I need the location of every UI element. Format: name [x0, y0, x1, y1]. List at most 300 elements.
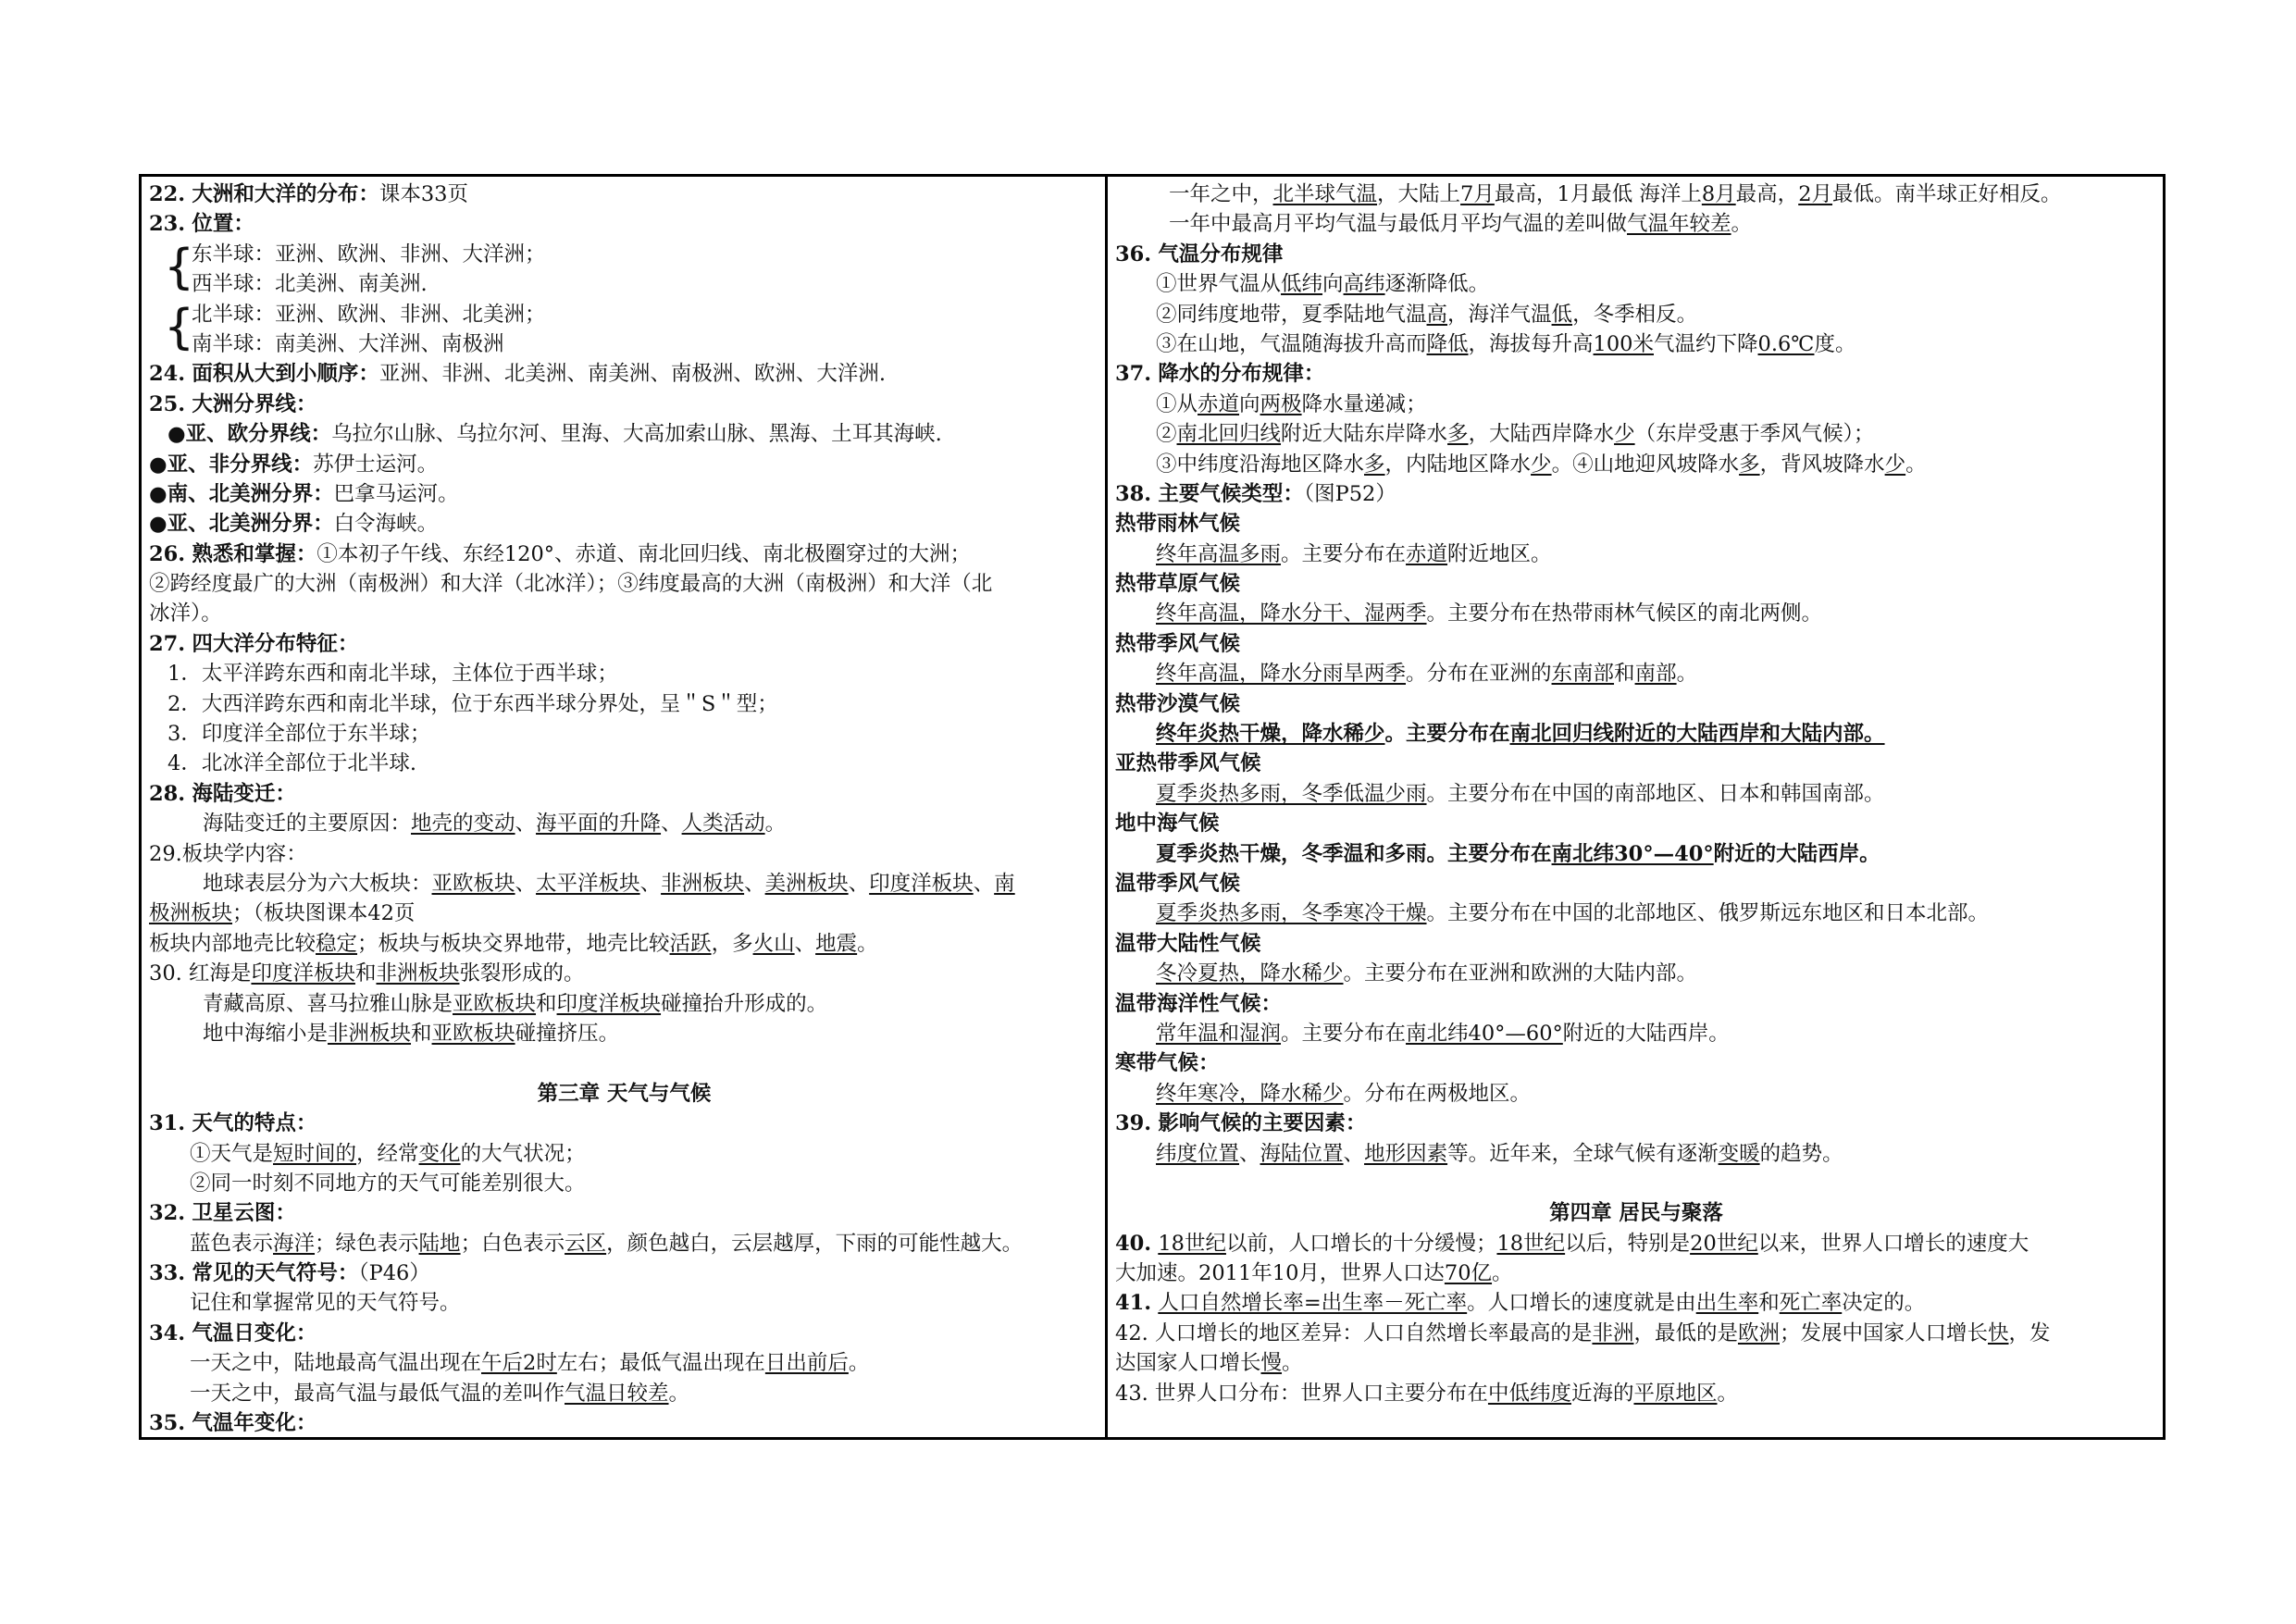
- climate-name: 温带季风气候: [1115, 871, 1241, 896]
- item-number: 28.: [149, 781, 186, 806]
- answer: 陆地: [418, 1231, 461, 1256]
- item-title: ●南、北美洲分界：: [149, 481, 334, 506]
- item-text: （图P52）: [1303, 481, 1396, 506]
- right-column: [1108, 177, 2163, 1437]
- item-text: 乌拉尔山脉、乌拉尔河、里海、大高加索山脉、黑海、土耳其海峡.: [331, 422, 942, 447]
- item-36: [1115, 240, 2157, 269]
- answer: 日出前后: [764, 1351, 849, 1376]
- answer: 2月: [1798, 182, 1833, 206]
- text: 。: [1676, 662, 1698, 687]
- chapter-3-heading: 第三章 天气与气候: [537, 1081, 712, 1106]
- answer: 100米: [1593, 331, 1654, 356]
- item-26: [149, 539, 1099, 569]
- answer: 南部: [1634, 662, 1677, 687]
- item-number: 26.: [149, 541, 186, 566]
- item-28: [149, 779, 1099, 809]
- answer: 冬冷夏热，降水稀少: [1156, 961, 1344, 986]
- item-42: [1115, 1319, 2157, 1348]
- item-22: [149, 180, 1099, 209]
- text: 、: [973, 871, 995, 896]
- answer: 两极: [1260, 391, 1302, 416]
- text: 达国家人口增长: [1115, 1351, 1261, 1376]
- answer: 南: [994, 871, 1015, 896]
- item-number: 33.: [149, 1261, 186, 1286]
- item-title: 熟悉和掌握：: [192, 541, 317, 566]
- answer: 活跃: [669, 931, 712, 956]
- answer: 极洲板块: [149, 901, 233, 926]
- text: 43. 世界人口分布：世界人口主要分布在: [1115, 1381, 1488, 1406]
- answer: 终年高温，降水分雨旱两季: [1156, 662, 1407, 687]
- item-title: 天气的特点：: [192, 1111, 317, 1136]
- item-title: 位置：: [192, 212, 254, 237]
- answer: 中低纬度: [1487, 1381, 1571, 1406]
- item-title: 卫星云图：: [192, 1201, 296, 1226]
- answer: 高: [1426, 302, 1448, 327]
- item-29: [149, 839, 1099, 869]
- climate-desc: [1115, 779, 2157, 809]
- climate-desc: [1115, 959, 2157, 988]
- brace-icon: {: [164, 299, 195, 355]
- answer: 印度洋板块: [556, 991, 662, 1016]
- text: 、: [794, 931, 816, 956]
- boundary-americas: [149, 479, 1099, 509]
- climate-name: 热带草原气候: [1115, 572, 1241, 597]
- item-25: [149, 390, 1099, 419]
- text: ①世界气温从: [1156, 272, 1282, 297]
- climate-name: 热带季风气候: [1115, 631, 1241, 656]
- answer: 终年炎热干燥，降水稀少: [1156, 722, 1385, 747]
- text-line: 北半球：亚洲、欧洲、非洲、北美洲；: [192, 302, 546, 327]
- climate-name: 亚热带季风气候: [1115, 751, 1261, 776]
- text: ，经常: [356, 1141, 419, 1166]
- item-text: 苏伊士运河。: [313, 452, 439, 477]
- text-line: [1115, 1139, 2157, 1169]
- answer: 20世纪: [1690, 1231, 1758, 1256]
- boundary-asia-europe: [149, 419, 1099, 449]
- climate-desc: [1115, 899, 2157, 928]
- text: 。: [1905, 452, 1927, 477]
- text: 近海的: [1570, 1381, 1634, 1406]
- text: 。: [857, 931, 878, 956]
- item-title: 气温日变化：: [192, 1320, 317, 1345]
- text: 。: [848, 1351, 870, 1376]
- text: 。主要分布在: [1281, 541, 1407, 566]
- answer: 南北纬40°—60°: [1406, 1021, 1563, 1046]
- text-line: [1115, 1348, 2157, 1378]
- answer: 非洲板块: [328, 1021, 412, 1046]
- text: 、: [515, 812, 537, 837]
- answer: 海洋: [273, 1231, 316, 1256]
- text: 板块内部地壳比较: [149, 931, 316, 956]
- climate-desc: [1115, 539, 2157, 569]
- answer: 少: [1614, 422, 1635, 447]
- text: ，多: [711, 931, 753, 956]
- climate-name: 地中海气候: [1115, 812, 1220, 837]
- item-title: 降水的分布规律：: [1158, 362, 1325, 387]
- item-number: 34.: [149, 1320, 186, 1345]
- boundary-asia-africa: [149, 450, 1099, 479]
- text: 30. 红海是: [149, 961, 252, 986]
- text-line: 记住和掌握常见的天气符号。: [190, 1291, 461, 1316]
- item-text: 白令海峡。: [333, 512, 439, 537]
- text: 最高，1月最低 海洋上: [1494, 182, 1702, 206]
- text: 一年之中，: [1169, 182, 1273, 206]
- text-line: 4．北冰洋全部位于北半球.: [168, 751, 416, 776]
- text: 决定的。: [1842, 1291, 1926, 1316]
- text: ③中纬度沿海地区降水: [1156, 452, 1365, 477]
- text: 地球表层分为六大板块：: [203, 871, 432, 896]
- climate-desc: [1115, 839, 2157, 869]
- text: 气温约下降: [1654, 331, 1758, 356]
- text: ①从: [1156, 391, 1198, 416]
- text: 地中海缩小是: [203, 1021, 329, 1046]
- text: 一天之中，陆地最高气温出现在: [190, 1351, 482, 1376]
- brace-icon: {: [164, 239, 195, 295]
- climate-name: 温带海洋性气候：: [1115, 991, 1283, 1016]
- text: ，最低的是: [1633, 1320, 1738, 1345]
- text: ，大陆西岸降水: [1468, 422, 1615, 447]
- text: 逐渐降低。: [1384, 272, 1490, 297]
- answer: 纬度位置: [1156, 1141, 1240, 1166]
- item-32: [149, 1198, 1099, 1228]
- item-38: [1115, 479, 2157, 509]
- item-31: [149, 1109, 1099, 1138]
- item-41: [1115, 1288, 2157, 1318]
- answer: 气温日较差: [565, 1381, 669, 1406]
- item-title: 大洲分界线：: [192, 391, 317, 416]
- item-34: [149, 1319, 1099, 1348]
- text-line: [1115, 1258, 2157, 1288]
- text: 蓝色表示: [190, 1231, 274, 1256]
- climate-name: 热带沙漠气候: [1115, 691, 1241, 716]
- answer: 18世纪: [1496, 1231, 1566, 1256]
- text: 。人口增长的速度就是由: [1467, 1291, 1696, 1316]
- answer: 印度洋板块: [251, 961, 355, 986]
- text: 。主要分布在亚洲和欧洲的大陆内部。: [1343, 961, 1698, 986]
- text: 。分布在亚洲的: [1406, 662, 1552, 687]
- answer: 18世纪: [1158, 1231, 1226, 1256]
- answer: 美洲板块: [764, 871, 849, 896]
- text-line: [149, 809, 1099, 838]
- item-title: 四大洋分布特征：: [192, 631, 359, 656]
- item-33: [149, 1258, 1099, 1288]
- text: 一天之中，最高气温与最低气温的差叫作: [190, 1381, 565, 1406]
- item-24: [149, 359, 1099, 389]
- text: ，海拔每升高: [1468, 331, 1594, 356]
- answer: 非洲: [1592, 1320, 1634, 1345]
- answer: 慢: [1260, 1351, 1283, 1376]
- text: 张裂形成的。: [459, 961, 585, 986]
- answer: 地震: [815, 931, 858, 956]
- answer: 南北回归线附近的大陆西岸和大陆内部。: [1509, 722, 1885, 747]
- text: ，颜色越白，云层越厚，下雨的可能性越大。: [606, 1231, 1024, 1256]
- item-text: 巴拿马运河。: [333, 481, 459, 506]
- item-text: 亚洲、非洲、北美洲、南美洲、南极洲、欧洲、大洋洲.: [379, 362, 886, 387]
- answer: 常年温和湿润: [1156, 1021, 1282, 1046]
- text: ；白色表示: [460, 1231, 565, 1256]
- answer: 多: [1364, 452, 1385, 477]
- item-number: 40.: [1115, 1231, 1152, 1256]
- answer: 印度洋板块: [869, 871, 974, 896]
- answer: 稳定: [316, 931, 358, 956]
- answer: 海陆位置: [1260, 1141, 1344, 1166]
- text-line: 2．大西洋跨东西和南北半球，位于东西半球分界处，呈＂S＂型；: [168, 691, 778, 716]
- item-title: ●亚、北美洲分界：: [149, 512, 334, 537]
- item-35: [149, 1408, 1099, 1437]
- answer: 云区: [565, 1231, 607, 1256]
- spacer: [149, 1048, 1099, 1078]
- text: ；发展中国家人口增长: [1779, 1320, 1988, 1345]
- item-27: [149, 629, 1099, 659]
- text: 以来，世界人口增长的速度大: [1757, 1231, 2029, 1256]
- text: 、: [661, 812, 682, 837]
- text: 海陆变迁的主要原因：: [203, 812, 412, 837]
- text: 度。: [1814, 331, 1856, 356]
- answer: 终年寒冷，降水稀少: [1156, 1081, 1344, 1106]
- item-title: ●亚、欧分界线：: [168, 422, 332, 447]
- text-line: [1115, 419, 2157, 449]
- item-number: 36.: [1115, 242, 1152, 267]
- text: ；板块与板块交界地带，地壳比较: [357, 931, 670, 956]
- text: 。: [1492, 1261, 1513, 1286]
- text: 最低。南半球正好相反。: [1832, 182, 2062, 206]
- text: 和: [354, 961, 377, 986]
- text-line: [149, 869, 1099, 899]
- text: 。: [1282, 1351, 1303, 1376]
- answer: 南北纬30°—40°: [1551, 841, 1714, 866]
- text-line: ②跨经度最广的大洲（南极洲）和大洋（北冰洋）；③纬度最高的大洲（南极洲）和大洋（北: [149, 572, 993, 597]
- item-number: 41.: [1115, 1291, 1152, 1316]
- chapter-4-heading: 第四章 居民与聚落: [1549, 1201, 1723, 1226]
- answer: 低: [1551, 302, 1573, 327]
- text: ②: [1156, 422, 1177, 447]
- answer: 变化: [418, 1141, 461, 1166]
- text: 。主要分布在中国的北部地区、俄罗斯远东地区和日本北部。: [1426, 901, 1990, 926]
- item-title: 气温年变化：: [192, 1411, 317, 1436]
- text-line: [1115, 329, 2157, 359]
- text: 、: [515, 871, 537, 896]
- item-title: 板块学内容：: [181, 841, 307, 866]
- answer: 平原地区: [1633, 1381, 1718, 1406]
- answer: 死亡率: [1779, 1291, 1843, 1316]
- answer: 赤道: [1406, 541, 1448, 566]
- text: 一年中最高月平均气温与最低月平均气温的差叫做: [1169, 212, 1628, 237]
- answer: 8月: [1701, 182, 1736, 206]
- text-line: 冰洋）。: [149, 601, 222, 626]
- climate-name: 温带大陆性气候: [1115, 931, 1261, 956]
- text: 左右；最低气温出现在: [556, 1351, 765, 1376]
- text: 、: [744, 871, 765, 896]
- text: 最高，: [1735, 182, 1799, 206]
- hemisphere-north-south: [149, 300, 1099, 360]
- text: 向: [1239, 391, 1260, 416]
- answer: 7月: [1460, 182, 1495, 206]
- text: 夏季炎热干燥，冬季温和多雨: [1156, 841, 1427, 866]
- text: 。: [1731, 212, 1753, 237]
- text: 大加速。2011年10月，世界人口达: [1115, 1261, 1445, 1286]
- item-number: 32.: [149, 1201, 186, 1226]
- text: 。④山地迎风坡降水: [1551, 452, 1740, 477]
- answer: 太平洋板块: [536, 871, 640, 896]
- text-line: [149, 1229, 1099, 1258]
- text: 。主要分布在: [1426, 841, 1552, 866]
- text: 以前，人口增长的十分缓慢；: [1225, 1231, 1497, 1256]
- text: （东岸受惠于季风气候）；: [1634, 422, 1875, 447]
- text-line: [1115, 180, 2157, 209]
- answer: 非洲板块: [661, 871, 745, 896]
- item-title: 海陆变迁：: [192, 781, 296, 806]
- item-number: 27.: [149, 631, 186, 656]
- text-line: 1．太平洋跨东西和南北半球，主体位于西半球；: [168, 662, 618, 687]
- item-title: 大洲和大洋的分布：: [192, 182, 379, 206]
- item-number: 24.: [149, 362, 186, 387]
- item-23: [149, 209, 1099, 239]
- answer: 终年高温，降水分干、湿两季: [1156, 601, 1427, 626]
- item-number: 38.: [1115, 481, 1152, 506]
- text: 和: [536, 991, 557, 1016]
- answer: 少: [1531, 452, 1552, 477]
- climate-name: 热带雨林气候: [1115, 512, 1241, 537]
- text: ，冬季相反。: [1572, 302, 1698, 327]
- text: 碰撞抬升形成的。: [661, 991, 828, 1016]
- text: 以后，特别是: [1565, 1231, 1691, 1256]
- text: 、: [1239, 1141, 1260, 1166]
- left-column: [142, 177, 1108, 1437]
- text: 青藏高原、喜马拉雅山脉是: [203, 991, 453, 1016]
- text-line: [1115, 209, 2157, 239]
- text: 。: [1717, 1381, 1738, 1406]
- answer: 终年高温多雨: [1156, 541, 1282, 566]
- answer: 多: [1739, 452, 1760, 477]
- text: ①天气是: [190, 1141, 274, 1166]
- text-line: [149, 1379, 1099, 1408]
- text: 附近地区。: [1447, 541, 1552, 566]
- item-30: [149, 959, 1099, 988]
- text: 。主要分布在: [1281, 1021, 1407, 1046]
- text-line: [149, 1139, 1099, 1169]
- answer: 亚欧板块: [453, 991, 537, 1016]
- answer: 地形因素: [1364, 1141, 1448, 1166]
- answer: 少: [1884, 452, 1906, 477]
- text: 。主要分布在热带雨林气候区的南北两侧。: [1426, 601, 1823, 626]
- item-37: [1115, 359, 2157, 389]
- answer: 低纬: [1281, 272, 1323, 297]
- text: 的趋势。: [1759, 1141, 1843, 1166]
- text: 。主要分布在中国的南部地区、日本和韩国南部。: [1426, 781, 1885, 806]
- answer: 赤道: [1198, 391, 1240, 416]
- text: 42. 人口增长的地区差异：人口自然增长率最高的是: [1115, 1320, 1593, 1345]
- item-title: 气温分布规律: [1158, 242, 1284, 267]
- item-number: 23.: [149, 212, 186, 237]
- climate-desc: [1115, 1019, 2157, 1048]
- text: 附近大陆东岸降水: [1281, 422, 1448, 447]
- climate-desc: [1115, 1079, 2157, 1109]
- answer: 夏季炎热多雨，冬季低温少雨: [1156, 781, 1427, 806]
- answer: 高纬: [1343, 272, 1385, 297]
- answer: 短时间的: [273, 1141, 357, 1166]
- item-43: [1115, 1379, 2157, 1408]
- item-title: 影响气候的主要因素：: [1158, 1111, 1367, 1136]
- text-line: [1115, 390, 2157, 419]
- text: 和: [411, 1021, 432, 1046]
- text-line: [1115, 269, 2157, 299]
- hemisphere-east-west: [149, 240, 1099, 300]
- text: 、: [1343, 1141, 1365, 1166]
- text-line: [149, 1348, 1099, 1378]
- climate-desc: [1115, 599, 2157, 628]
- item-title: 常见的天气符号：: [192, 1261, 359, 1286]
- item-number: 37.: [1115, 362, 1152, 387]
- item-number: 39.: [1115, 1111, 1152, 1136]
- item-text: 课本33页: [379, 182, 468, 206]
- text-line: [1115, 450, 2157, 479]
- text-line: [149, 989, 1099, 1019]
- item-title: ●亚、非分界线：: [149, 452, 314, 477]
- item-number: 25.: [149, 391, 186, 416]
- text: ；绿色表示: [315, 1231, 419, 1256]
- text-line: 3．印度洋全部位于东半球；: [168, 722, 431, 747]
- spacer: [1115, 1169, 2157, 1198]
- text: 。: [668, 1381, 690, 1406]
- text: 碰撞挤压。: [515, 1021, 620, 1046]
- text: 降水量递减；: [1301, 391, 1427, 416]
- climate-name: 寒带气候：: [1115, 1051, 1220, 1076]
- text-line: 西半球：北美洲、南美洲.: [192, 272, 428, 297]
- text: 、: [848, 871, 870, 896]
- item-title: 主要气候类型：: [1158, 481, 1304, 506]
- item-text: （P46）: [358, 1261, 430, 1286]
- text: ；（板块图课本42页: [232, 901, 416, 926]
- answer: 亚欧板块: [431, 1021, 515, 1046]
- text: 和: [1614, 662, 1635, 687]
- text-line: [149, 899, 1099, 928]
- answer: 海平面的升降: [536, 812, 662, 837]
- item-40: [1115, 1229, 2157, 1258]
- answer: 地壳的变动: [411, 812, 515, 837]
- text-line: [1115, 300, 2157, 329]
- text: 的大气状况；: [460, 1141, 586, 1166]
- answer: 非洲板块: [376, 961, 460, 986]
- answer: 出生率: [1695, 1291, 1759, 1316]
- text: 附近的大陆西岸。: [1562, 1021, 1730, 1046]
- item-number: 35.: [149, 1411, 186, 1436]
- text: ，内陆地区降水: [1384, 452, 1532, 477]
- text: 和: [1758, 1291, 1780, 1316]
- answer: 欧洲: [1737, 1320, 1780, 1345]
- text-line: ②同一时刻不同地方的天气可能差别很大。: [190, 1171, 586, 1196]
- answer: 亚欧板块: [431, 871, 515, 896]
- text: 等。近年来，全球气候有逐渐: [1447, 1141, 1719, 1166]
- answer: 多: [1447, 422, 1469, 447]
- text: ，背风坡降水: [1759, 452, 1885, 477]
- item-39: [1115, 1109, 2157, 1138]
- answer: 70亿: [1444, 1261, 1493, 1286]
- text-line: [149, 1019, 1099, 1048]
- notes-table: [139, 174, 2166, 1440]
- answer: 东南部: [1551, 662, 1615, 687]
- climate-desc: [1115, 659, 2157, 688]
- answer: 快: [1988, 1320, 2009, 1345]
- text-line: 东半球：亚洲、欧洲、非洲、大洋洲；: [192, 242, 546, 267]
- answer: 南北回归线: [1176, 422, 1282, 447]
- text: ，海洋气温: [1447, 302, 1552, 327]
- answer: 降低: [1426, 331, 1469, 356]
- answer: 变暖: [1718, 1141, 1760, 1166]
- text: 向: [1322, 272, 1344, 297]
- text-line: [149, 929, 1099, 959]
- text: ②同纬度地带，夏季陆地气温: [1156, 302, 1427, 327]
- text: 。分布在两极地区。: [1343, 1081, 1532, 1106]
